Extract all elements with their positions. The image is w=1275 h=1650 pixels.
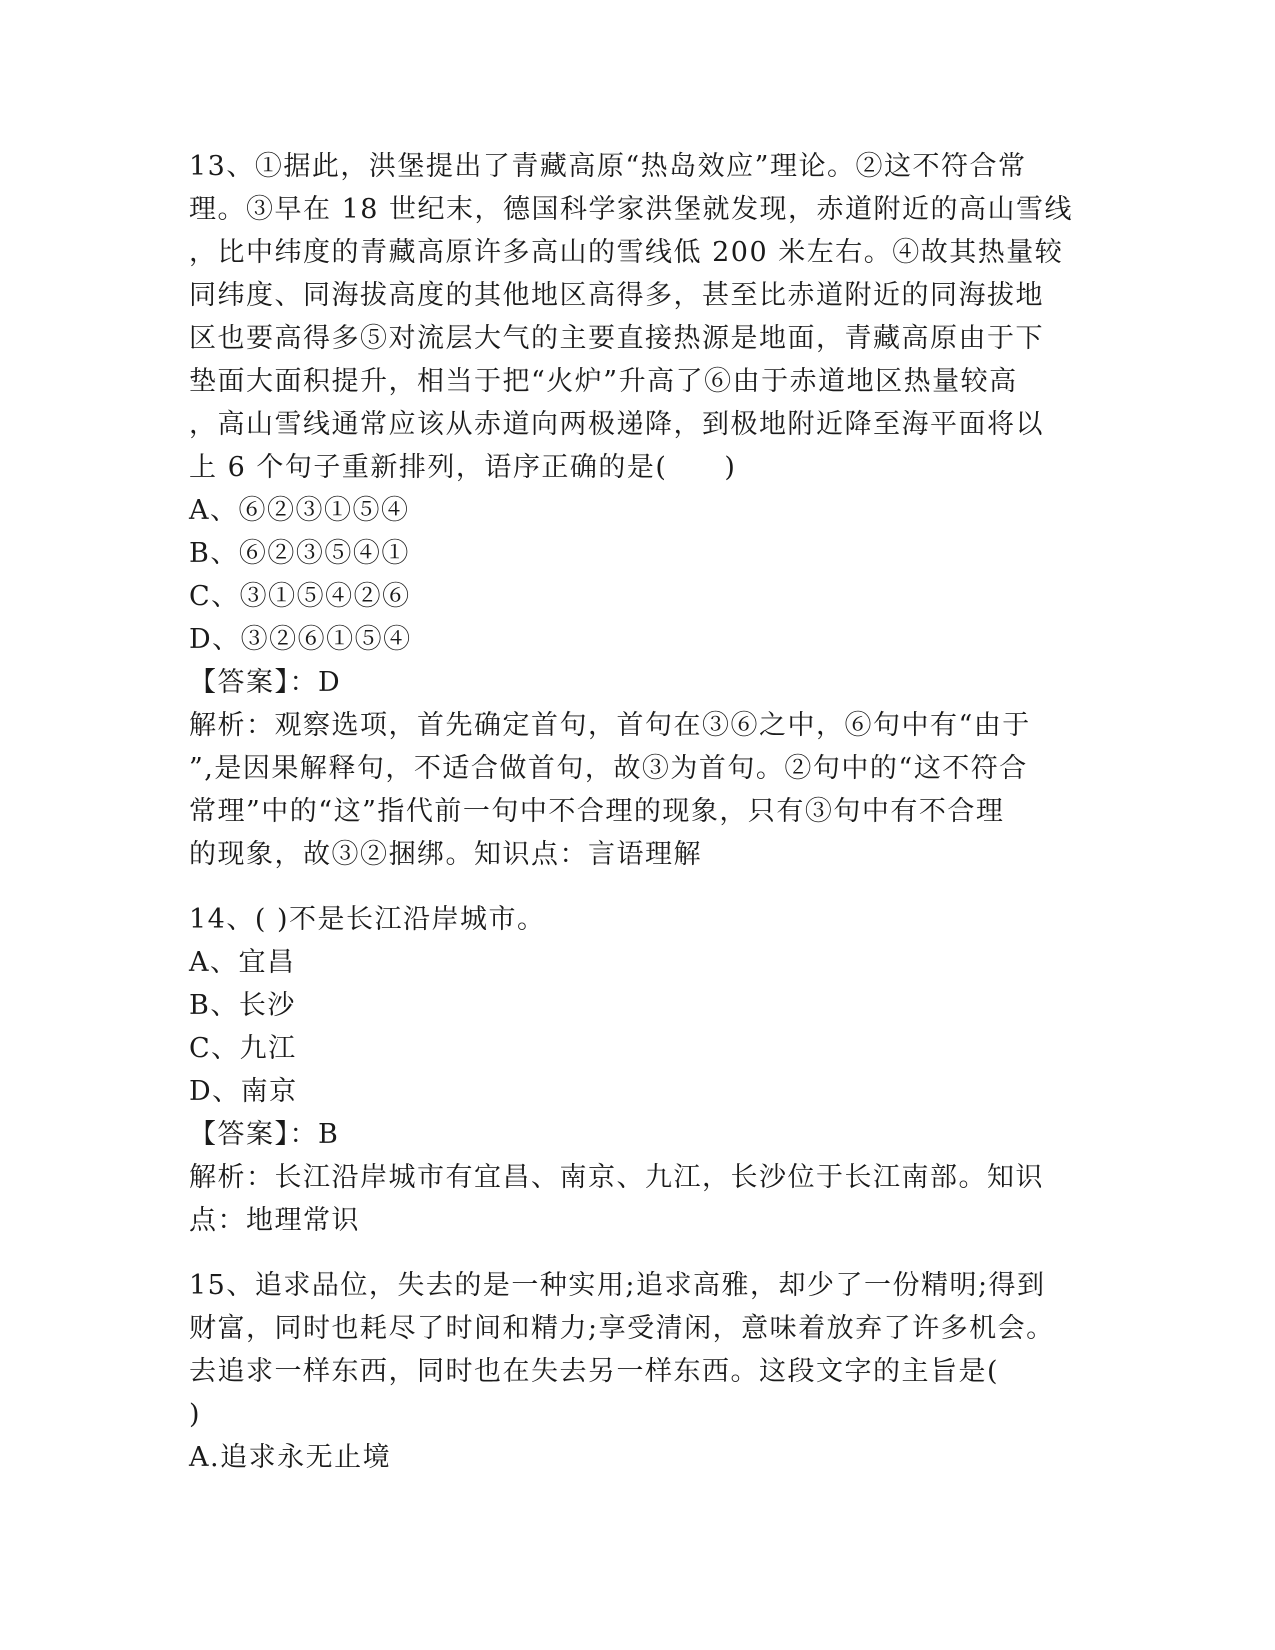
question-13-option-b: B、⑥②③⑤④①: [189, 538, 410, 569]
question-13-option-a: A、⑥②③①⑤④: [189, 495, 410, 526]
question-15: [189, 1264, 1089, 1479]
question-13-analysis-line-4: 的现象，故③②捆绑。知识点：言语理解: [189, 839, 702, 870]
question-14-option-d: D、南京: [189, 1076, 298, 1107]
question-13-stem-line-6: 垫面大面积提升，相当于把“火炉”升高了⑥由于赤道地区热量较高: [189, 366, 1018, 397]
question-13-analysis-line-1: 解析：观察选项，首先确定首句，首句在③⑥之中，⑥句中有“由于: [189, 710, 1031, 741]
question-15-option-a: A.追求永无止境: [189, 1442, 392, 1473]
question-15-stem-line-3: 去追求一样东西，同时也在失去另一样东西。这段文字的主旨是(: [189, 1356, 1000, 1387]
question-13-stem-line-2: 理。③早在 18 世纪末，德国科学家洪堡就发现，赤道附近的高山雪线: [189, 194, 1074, 225]
question-13-stem-line-3: ，比中纬度的青藏高原许多高山的雪线低 200 米左右。④故其热量较: [189, 237, 1064, 268]
question-13-stem-line-8: 上 6 个句子重新排列，语序正确的是( ): [189, 452, 737, 483]
question-13-analysis-line-3: 常理”中的“这”指代前一句中不合理的现象，只有③句中有不合理: [189, 796, 1005, 827]
question-13: [189, 145, 1089, 876]
question-15-stem-line-2: 财富，同时也耗尽了时间和精力;享受清闲，意味着放弃了许多机会。: [189, 1313, 1055, 1344]
question-13-option-d: D、③②⑥①⑤④: [189, 624, 412, 655]
question-13-stem-line-7: ，高山雪线通常应该从赤道向两极递降，到极地附近降至海平面将以: [189, 409, 1044, 440]
question-spacer: [189, 876, 1089, 898]
question-15-stem-line-1: 15、追求品位，失去的是一种实用;追求高雅，却少了一份精明;得到: [189, 1270, 1046, 1301]
question-14-option-a: A、宜昌: [189, 947, 296, 978]
question-13-answer: 【答案】：D: [189, 667, 342, 698]
question-14-answer: 【答案】：B: [189, 1119, 340, 1150]
question-14-analysis-line-1: 解析：长江沿岸城市有宜昌、南京、九江，长沙位于长江南部。知识: [189, 1162, 1044, 1193]
question-spacer: [189, 1242, 1089, 1264]
question-14-analysis-line-2: 点：地理常识: [189, 1205, 360, 1236]
question-13-option-c: C、③①⑤④②⑥: [189, 581, 411, 612]
question-14: [189, 898, 1089, 1242]
question-14-option-b: B、长沙: [189, 990, 296, 1021]
document-page: [189, 145, 1089, 1479]
question-13-stem-line-1: 13、①据此，洪堡提出了青藏高原“热岛效应”理论。②这不符合常: [189, 151, 1027, 182]
question-14-option-c: C、九江: [189, 1033, 297, 1064]
question-13-stem-line-5: 区也要高得多⑤对流层大气的主要直接热源是地面，青藏高原由于下: [189, 323, 1044, 354]
question-14-stem-line-1: 14、( )不是长江沿岸城市。: [189, 904, 546, 935]
question-13-stem-line-4: 同纬度、同海拔高度的其他地区高得多，甚至比赤道附近的同海拔地: [189, 280, 1044, 311]
question-15-stem-line-4: ): [189, 1399, 202, 1430]
question-13-analysis-line-2: ”,是因果解释句，不适合做首句，故③为首句。②句中的“这不符合: [189, 753, 1028, 784]
